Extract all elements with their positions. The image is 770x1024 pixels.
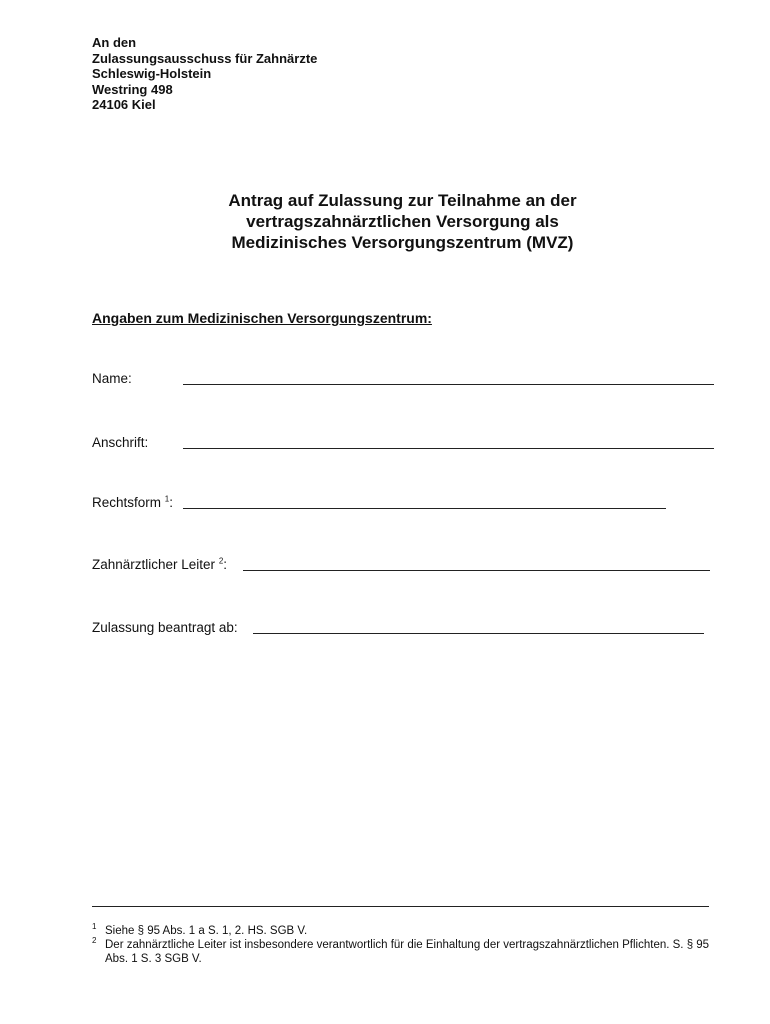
recipient-line: An den	[92, 35, 137, 50]
section-heading: Angaben zum Medizinischen Versorgungszentrum:	[92, 310, 432, 326]
dental-director-field[interactable]	[243, 558, 710, 571]
recipient-name: Zulassungsausschuss für Zahnärzte	[92, 50, 318, 66]
document-title	[150, 190, 655, 253]
name-field[interactable]	[183, 372, 714, 385]
address-label: Anschrift:	[92, 435, 149, 450]
recipient-region: Schleswig-Holstein	[92, 66, 212, 81]
dental-director-colon: :	[223, 557, 228, 572]
footnote-number: 2	[92, 936, 97, 945]
title-line-1: Antrag auf Zulassung zur Teilnahme an der	[228, 191, 577, 210]
address-field[interactable]	[183, 436, 714, 449]
legal-form-field[interactable]	[183, 496, 666, 509]
recipient-city: 24106 Kiel	[92, 97, 156, 112]
footnote-divider	[92, 906, 709, 907]
footnote-ref-2: 2	[218, 556, 224, 566]
footnote-number: 1	[92, 922, 97, 931]
footnote-text: Siehe § 95 Abs. 1 a S. 1, 2. HS. SGB V.	[105, 925, 308, 937]
footnote-text: Der zahnärztliche Leiter ist insbesondere verantwortlich für die Einhaltung der vertragszahnärztlichen Pflichten. S. § 95 Abs. 1 S. 3 SGB V.	[105, 939, 710, 965]
recipient-address	[92, 35, 317, 113]
title-line-2: vertragszahnärztlichen Versorgung als	[246, 212, 559, 231]
footnote-2	[92, 938, 712, 966]
title-line-3: Medizinisches Versorgungszentrum (MVZ)	[231, 233, 574, 252]
name-label: Name:	[92, 371, 132, 386]
dental-director-label-text: Zahnärztlicher Leiter	[92, 557, 216, 572]
legal-form-label	[92, 495, 173, 511]
footnote-1	[92, 924, 712, 938]
legal-form-colon: :	[169, 495, 174, 510]
approval-date-field[interactable]	[253, 621, 704, 634]
footnote-ref-1: 1	[164, 494, 170, 504]
footnotes	[92, 924, 712, 966]
legal-form-label-text: Rechtsform	[92, 495, 162, 510]
dental-director-label	[92, 557, 227, 573]
approval-label: Zulassung beantragt ab:	[92, 620, 238, 635]
recipient-street: Westring 498	[92, 81, 173, 97]
